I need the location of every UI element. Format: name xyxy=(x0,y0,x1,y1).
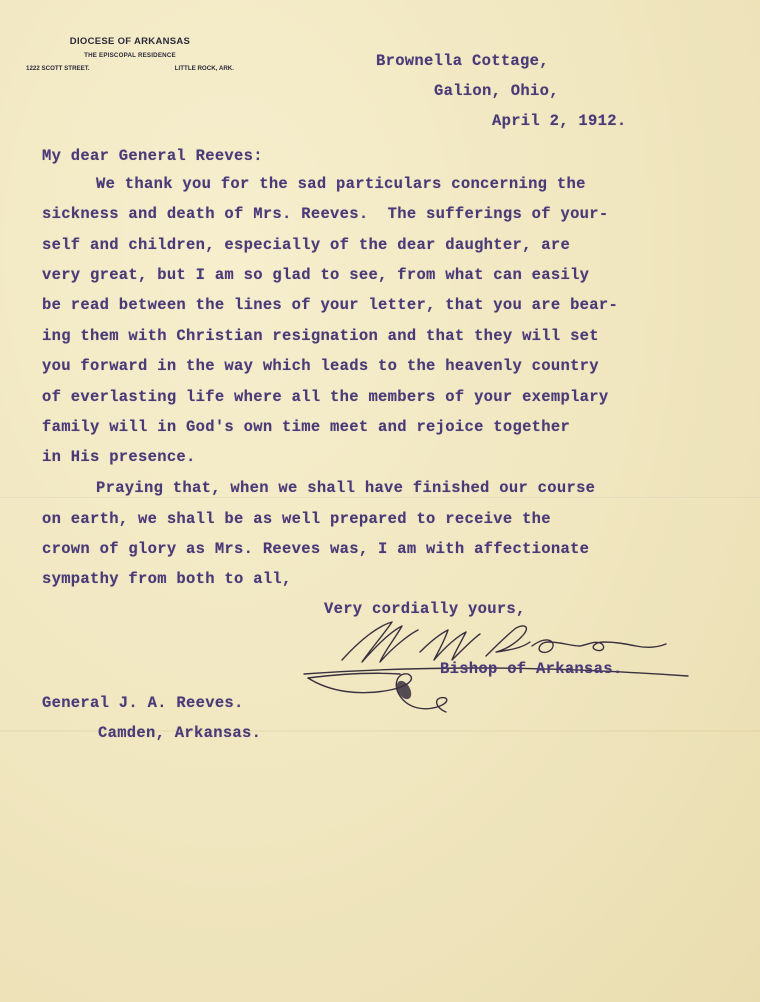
letterhead xyxy=(20,36,240,72)
closing: Very cordially yours, xyxy=(324,600,526,618)
recipient-place: Camden, Arkansas. xyxy=(98,724,262,742)
paper-fold xyxy=(0,497,760,499)
body-line: ing them with Christian resignation and that they will set xyxy=(42,327,599,345)
sender-address-line1: Brownella Cottage, xyxy=(376,52,549,70)
letter-date: April 2, 1912. xyxy=(492,112,627,130)
body-line: Praying that, when we shall have finished our course xyxy=(96,479,596,497)
body-line: you forward in the way which leads to the heavenly country xyxy=(42,357,599,375)
body-line: self and children, especially of the dear daughter, are xyxy=(42,236,571,254)
body-line: family will in God's own time meet and rejoice together xyxy=(42,418,571,436)
body-line: in His presence. xyxy=(42,448,196,466)
letterhead-city: LITTLE ROCK, ARK. xyxy=(174,65,234,72)
body-line: crown of glory as Mrs. Reeves was, I am with affectionate xyxy=(42,540,590,558)
recipient-name: General J. A. Reeves. xyxy=(42,694,244,712)
body-line: sympathy from both to all, xyxy=(42,570,292,588)
body-line: We thank you for the sad particulars concerning the xyxy=(96,175,586,193)
letterhead-diocese: DIOCESE OF ARKANSAS xyxy=(69,36,191,47)
salutation: My dear General Reeves: xyxy=(42,147,263,165)
sender-address-line2: Galion, Ohio, xyxy=(434,82,559,100)
letterhead-residence: THE EPISCOPAL RESIDENCE xyxy=(84,52,176,59)
body-line: on earth, we shall be as well prepared to receive the xyxy=(42,510,551,528)
letterhead-street: 1222 SCOTT STREET. xyxy=(26,65,90,72)
body-line: be read between the lines of your letter, that you are bear- xyxy=(42,296,619,314)
body-line: very great, but I am so glad to see, from what can easily xyxy=(42,266,590,284)
body-line: of everlasting life where all the members of your exemplary xyxy=(42,388,609,406)
letterhead-address xyxy=(20,65,240,72)
signer-title: Bishop of Arkansas. xyxy=(440,660,623,678)
body-line: sickness and death of Mrs. Reeves. The sufferings of your- xyxy=(42,205,609,223)
